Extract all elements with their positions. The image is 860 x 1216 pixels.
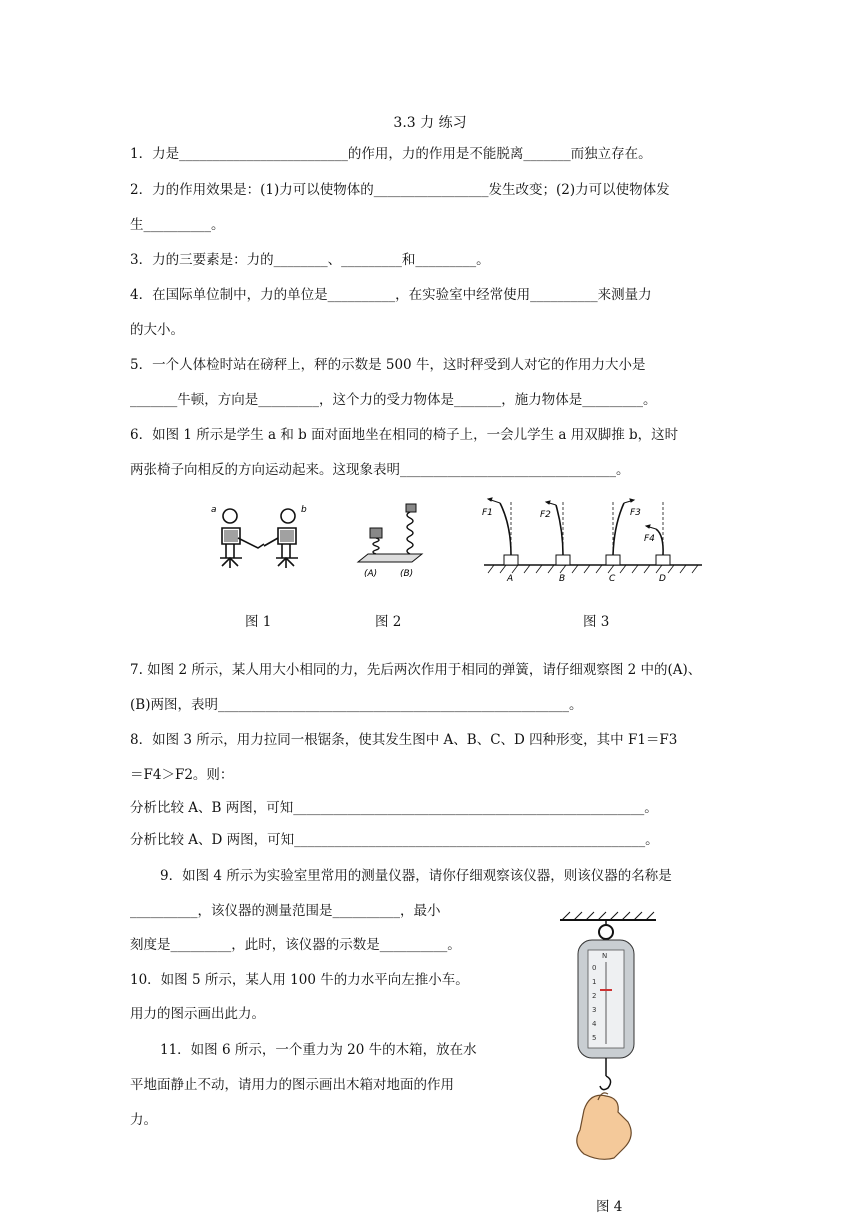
ceiling-hatch xyxy=(562,912,654,920)
scale-mark: 5 xyxy=(592,1034,597,1042)
spring-b-icon xyxy=(407,512,413,554)
blade-d xyxy=(656,529,663,555)
hand-icon xyxy=(577,1095,631,1159)
text-line: 生__________。 xyxy=(130,217,225,233)
text-line: ＝F4＞F2。则： xyxy=(130,767,234,783)
page-title: 3.3 力 练习 xyxy=(393,115,467,131)
figure-2 xyxy=(354,500,434,582)
force-label: F1 xyxy=(482,508,493,518)
spring-b-label: (B) xyxy=(400,569,414,579)
spring-a-icon xyxy=(373,538,379,554)
text-line: 4．在国际单位制中，力的单位是__________，在实验室中经常使用__________来测量力 xyxy=(130,287,652,303)
text-line: _______牛顿，方向是_________，这个力的受力物体是_______，施力物体是_________。 xyxy=(130,392,657,408)
text-line: 3．力的三要素是：力的________、_________和_________。 xyxy=(130,252,490,268)
blade-a xyxy=(500,503,511,555)
scale-mark: 1 xyxy=(592,978,597,986)
figure-2-caption: 图 2 xyxy=(375,614,402,630)
figure-3 xyxy=(484,495,702,585)
figure-1 xyxy=(208,500,308,578)
student-a-label: a xyxy=(211,505,217,515)
panel-label: D xyxy=(659,574,666,584)
text-line: 的大小。 xyxy=(130,322,184,338)
base-plate-icon xyxy=(358,554,422,562)
unit-label: N xyxy=(602,952,608,960)
force-label: F3 xyxy=(630,508,641,518)
scale-mark: 3 xyxy=(592,1006,597,1014)
spring-a-label: (A) xyxy=(364,569,378,579)
scale-mark: 0 xyxy=(592,964,597,972)
scale-mark: 2 xyxy=(592,992,597,1000)
text-line: 两张椅子向相反的方向运动起来。这现象表明________________________________。 xyxy=(130,462,630,478)
figure-4-caption: 图 4 xyxy=(596,1199,623,1215)
text-line: 平地面静止不动，请用力的图示画出木箱对地面的作用 xyxy=(130,1077,454,1093)
figure-1-caption: 图 1 xyxy=(245,614,272,630)
blade-c xyxy=(613,503,624,555)
text-line: 8．如图 3 所示，用力拉同一根锯条，使其发生图中 A、B、C、D 四种形变，其中 F1＝F3 xyxy=(130,732,678,748)
figure-3-caption: 图 3 xyxy=(583,614,610,630)
force-label: F4 xyxy=(644,534,655,544)
text-line: 2．力的作用效果是：(1)力可以使物体的_________________发生改变；(2)力可以使物体发 xyxy=(130,182,670,198)
student-b-label: b xyxy=(301,505,307,515)
text-line: 用力的图示画出此力。 xyxy=(130,1006,265,1022)
text-line: 6．如图 1 所示是学生 a 和 b 面对面地坐在相同的椅子上，一会儿学生 a 用双脚推 b，这时 xyxy=(130,427,679,443)
text-line: __________，该仪器的测量范围是__________，最小 xyxy=(130,903,441,919)
ground-hatch xyxy=(488,565,698,573)
blade-b xyxy=(556,505,563,555)
text-line: 刻度是_________，此时，该仪器的示数是__________。 xyxy=(130,937,461,953)
text-line: 1．力是_________________________的作用，力的作用是不能脱离_______而独立存在。 xyxy=(130,146,652,162)
text-line: 力。 xyxy=(130,1112,157,1128)
text-line: 分析比较 A、B 两图，可知____________________________________________________。 xyxy=(130,800,658,816)
text-line: 11．如图 6 所示，一个重力为 20 牛的木箱，放在水 xyxy=(160,1042,477,1058)
text-line: 5．一个人体检时站在磅秤上，秤的示数是 500 牛，这时秤受到人对它的作用力大小是 xyxy=(130,357,646,373)
scale-mark: 4 xyxy=(592,1020,597,1028)
text-line: 7. 如图 2 所示，某人用大小相同的力，先后两次作用于相同的弹簧，请仔细观察图 2 中的(A)、 xyxy=(130,662,702,678)
panel-label: C xyxy=(609,574,616,584)
force-label: F2 xyxy=(540,510,551,520)
figure-4 xyxy=(560,900,660,1178)
text-line: 10．如图 5 所示，某人用 100 牛的力水平向左推小车。 xyxy=(130,972,469,988)
text-line: (B)两图，表明____________________________________________________。 xyxy=(130,697,583,713)
text-line: 9．如图 4 所示为实验室里常用的测量仪器，请你仔细观察该仪器，则该仪器的名称是 xyxy=(160,868,672,884)
text-line: 分析比较 A、D 两图，可知____________________________________________________。 xyxy=(130,832,659,848)
panel-label: B xyxy=(559,574,566,584)
panel-label: A xyxy=(507,574,514,584)
